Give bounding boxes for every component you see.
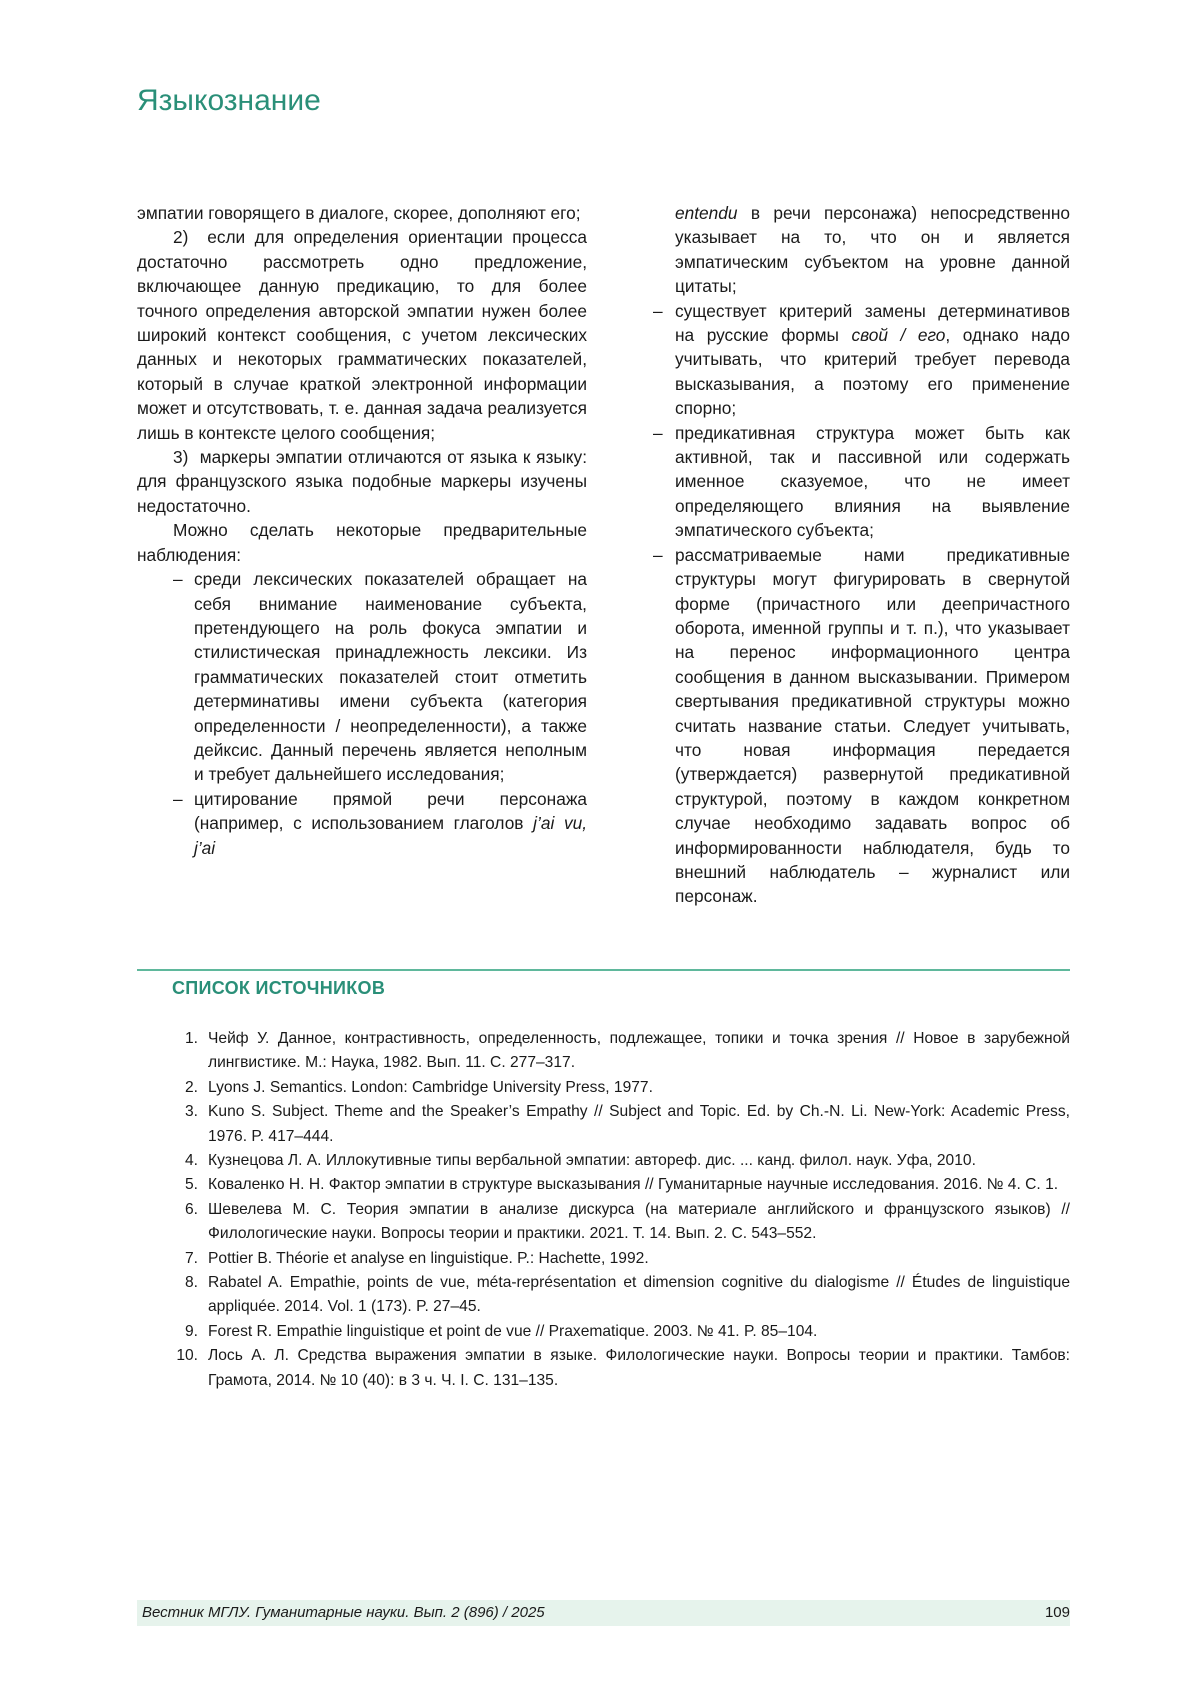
references-title: СПИСОК ИСТОЧНИКОВ [172,978,386,998]
reference-text: Lyons J. Semantics. London: Cambridge University Press, 1977. [208,1078,653,1096]
reference-number: 7. [184,1249,198,1267]
reference-number: 1. [184,1030,198,1047]
reference-number: 9. [184,1322,198,1340]
reference-item [172,1320,1070,1344]
reference-number: 5. [184,1176,198,1194]
reference-text: Кузнецова Л. А. Иллокутивные типы вербальной эмпатии: автореф. дис. ... канд. филол. наук. Уфа, 2010. [208,1152,976,1170]
left-column [137,201,587,860]
numbered-paragraph-2: 2) если для определения ориентации процесса достаточно рассмотреть одно предложение, включающее данную предикацию, то для более точного определения авторской эмпатии нужен более широкий контекст сообщения, с учетом лексических данных и некоторых грамматических показателей, который в случае краткой электронной информации может и отсутствовать, т. е. данная задача реализуется лишь в контексте целого сообщения; [137,227,587,443]
list-item: – предикативная структура может быть как активной, так и пассивной или содержать именное сказуемое, что не имеет определяющего влияния на выявление эмпатического субъекта; [615,421,1070,543]
reference-number: 3. [184,1103,198,1121]
reference-item [172,1198,1070,1247]
numbered-paragraph-3: 3) маркеры эмпатии отличаются от языка к языку: для французского языка подобные маркеры изучены недостаточно. [137,447,587,516]
references-list [172,1027,1070,1393]
reference-number: 4. [184,1152,198,1170]
list-item: – среди лексических показателей обращает на себя внимание наименование субъекта, претендующего на роль фокуса эмпатии и стилистическая принадлежность лексики. Из грамматических показателей стоит отметить детерминативы имени субъекта (категория определенности / неопределенности), а также дейксис. Данный перечень является неполным и требует дальнейшего исследования; [137,567,587,787]
italic-term: j’ai vu, j’ai [194,813,587,858]
reference-text: Коваленко Н. Н. Фактор эмпатии в структуре высказывания // Гуманитарные научные исследования. 2016. № 4. С. 1. [208,1176,1059,1194]
reference-item [172,1247,1070,1271]
continuation-text: в речи персонажа) непосредственно указывает на то, что он и является эмпатическим субъектом на уровне данной цитаты; [675,203,1070,297]
reference-text: Kuno S. Subject. Theme and the Speaker’s Empathy // Subject and Topic. Ed. by Ch.-N. Li. New-York: Academic Press, 1976. P. 417–444. [208,1103,1070,1145]
observation-list-continued [615,299,1070,909]
reference-number: 10. [176,1347,198,1365]
reference-item [172,1344,1070,1393]
list-item-text: существует критерий замены детерминативов на русские формы [675,300,1070,346]
list-item [615,299,1070,421]
reference-item [172,1149,1070,1173]
observation-list [137,567,587,860]
list-item: – рассматриваемые нами предикативные структуры могут фигурировать в свернутой форме (причастного или деепричастного оборота, именной группы и т. п.), что указывает на перенос информационного центра сообщения в данном высказывании. Примером свертывания предикативной структуры можно считать название статьи. Следует учитывать, что новая информация передается (утверждается) развернутой предикативной структурой, поэтому в каждом конкретном случае необходимо задавать вопрос об информированности наблюдателя, будь то внешний наблюдатель – журналист или персонаж. [615,543,1070,909]
reference-text: Лось А. Л. Средства выражения эмпатии в языке. Филологические науки. Вопросы теории и практики. Тамбов: Грамота, 2014. № 10 (40): в 3 ч. Ч. I. С. 131–135. [208,1347,1070,1389]
list-item-text: цитирование прямой речи персонажа (например, с использованием глаголов [194,788,587,834]
reference-number: 6. [184,1200,198,1218]
italic-term: свой / его [851,325,946,346]
section-title: Языкознание [137,84,321,117]
reference-number: 8. [184,1274,198,1292]
paragraph: эмпатии говорящего в диалоге, скорее, дополняют его; [137,203,581,223]
reference-text: Чейф У. Данное, контрастивность, определенность, подлежащее, топики и точка зрения // Новое в зарубежной лингвистике. М.: Наука, 1982. Вып. 11. С. 277–317. [208,1030,1070,1072]
list-item-continuation [615,201,1070,299]
reference-item [172,1076,1070,1100]
list-item [137,787,587,860]
reference-text: Шевелева М. С. Теория эмпатии в анализе дискурса (на материале английского и французского языков) // Филологические науки. Вопросы теории и практики. 2021. Т. 14. Вып. 2. С. 543–552. [208,1200,1070,1243]
footer-journal-title: Вестник МГЛУ. Гуманитарные науки. Вып. 2 (896) / 2025 [142,1604,545,1621]
reference-number: 2. [184,1078,198,1096]
reference-item [172,1100,1070,1149]
paragraph: Можно сделать некоторые предварительные наблюдения: [137,520,587,565]
reference-item [172,1027,1070,1076]
reference-text: Pottier B. Théorie et analyse en linguistique. P.: Hachette, 1992. [208,1249,649,1267]
page-number: 109 [1044,1604,1070,1621]
reference-text: Rabatel A. Empathie, points de vue, méta-représentation et dimension cognitive du dialogisme // Études de linguistique appliquée. 2014. Vol. 1 (173). P. 27–45. [208,1274,1070,1316]
reference-text: Forest R. Empathie linguistique et point de vue // Praxematique. 2003. № 41. P. 85–104. [208,1322,818,1340]
reference-item [172,1173,1070,1197]
section-divider [137,969,1070,971]
italic-term: entendu [675,203,738,223]
reference-item [172,1271,1070,1320]
right-column [615,201,1070,909]
list-item-text: , однако надо учитывать, что критерий требует перевода высказывания, а поэтому его применение спорно; [675,325,1070,419]
